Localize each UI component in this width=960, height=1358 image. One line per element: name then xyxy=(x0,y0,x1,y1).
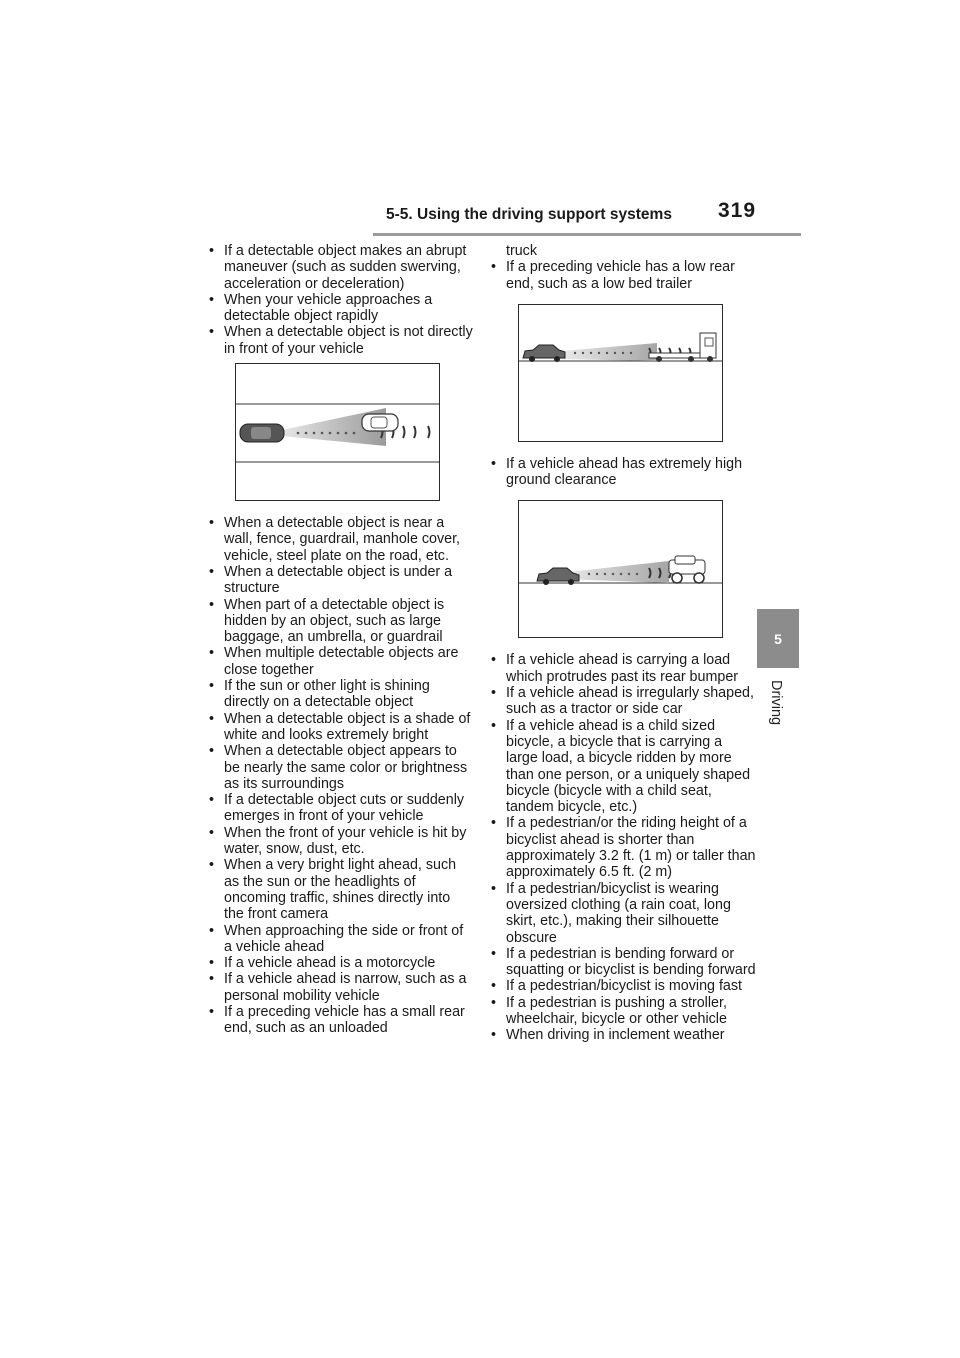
list-item: • If a detectable object cuts or suddenly emerges in front of your vehicle xyxy=(202,792,474,825)
list-item: • If a vehicle ahead is irregularly shaped, such as a tractor or side car xyxy=(484,685,756,718)
list-item: • If a preceding vehicle has a low rear end, such as a low bed trailer xyxy=(484,259,756,292)
illustration-offset-vehicle xyxy=(236,364,439,500)
list-item: • When a detectable object appears to be nearly the same color or brightness as its surroundings xyxy=(202,743,474,792)
header-rule xyxy=(373,233,801,236)
chapter-label: Driving xyxy=(768,680,784,726)
bullet-list xyxy=(202,243,474,357)
list-item: • If a detectable object makes an abrupt maneuver (such as sudden swerving, acceleration or deceleration) xyxy=(202,243,474,292)
bullet-list xyxy=(484,243,756,292)
own-vehicle-icon xyxy=(240,424,284,442)
page-number: 319 xyxy=(718,199,757,222)
own-vehicle-icon xyxy=(523,345,565,362)
list-item: • When driving in inclement weather xyxy=(484,1027,756,1043)
bullet-list xyxy=(202,515,474,1037)
list-item: • When the front of your vehicle is hit by water, snow, dust, etc. xyxy=(202,825,474,858)
chapter-number: 5 xyxy=(774,630,782,647)
own-vehicle-icon xyxy=(537,568,579,585)
low-bed-trailer-icon xyxy=(649,333,716,362)
list-item: • When a detectable object is near a wall, fence, guardrail, manhole cover, vehicle, steel plate on the road, etc. xyxy=(202,515,474,564)
list-item: • When approaching the side or front of a vehicle ahead xyxy=(202,923,474,956)
list-item: • When a detectable object is not directly in front of your vehicle xyxy=(202,324,474,357)
list-item: • If a pedestrian/bicyclist is wearing oversized clothing (a rain coat, long skirt, etc.), making their silhouette obscure xyxy=(484,881,756,946)
list-item: • When multiple detectable objects are close together xyxy=(202,645,474,678)
figure-object-not-in-front xyxy=(235,363,440,501)
left-column xyxy=(202,243,474,1037)
list-item: • If a vehicle ahead is narrow, such as a personal mobility vehicle xyxy=(202,971,474,1004)
figure-high-ground-clearance xyxy=(518,500,723,638)
list-item: • If a pedestrian/or the riding height of a bicyclist ahead is shorter than approximately 3.2 ft. (1 m) or taller than approximately 6.5 ft. (2 m) xyxy=(484,815,756,880)
list-item: • When a detectable object is a shade of white and looks extremely bright xyxy=(202,711,474,744)
list-item: • If a preceding vehicle has a small rear end, such as an unloaded xyxy=(202,1004,474,1037)
illustration-high-clearance-vehicle xyxy=(519,501,722,637)
list-item: • If a vehicle ahead is a child sized bicycle, a bicycle that is carrying a large load, a bicycle ridden by more than one person, or a uniquely shaped bicycle (bicycle with a child seat, tandem bicycle, etc.) xyxy=(484,718,756,816)
list-item: • When a very bright light ahead, such as the sun or the headlights of oncoming traffic, shines directly into the front camera xyxy=(202,857,474,922)
right-column xyxy=(484,243,756,1044)
list-item: • When part of a detectable object is hidden by an object, such as large baggage, an umbrella, or guardrail xyxy=(202,597,474,646)
list-item: • When your vehicle approaches a detectable object rapidly xyxy=(202,292,474,325)
detectable-vehicle-icon xyxy=(362,414,398,431)
list-item: • If a vehicle ahead is a motorcycle xyxy=(202,955,474,971)
high-clearance-vehicle-icon xyxy=(669,556,705,583)
illustration-low-rear-end xyxy=(519,305,722,441)
figure-low-bed-trailer xyxy=(518,304,723,442)
list-item: • If a vehicle ahead has extremely high ground clearance xyxy=(484,456,756,489)
list-item: • If a pedestrian is pushing a stroller, wheelchair, bicycle or other vehicle xyxy=(484,995,756,1028)
list-item: • If a vehicle ahead is carrying a load which protrudes past its rear bumper xyxy=(484,652,756,685)
list-item: • If a pedestrian/bicyclist is moving fast xyxy=(484,978,756,994)
bullet-list xyxy=(484,456,756,489)
bullet-list xyxy=(484,652,756,1043)
list-item: • When a detectable object is under a structure xyxy=(202,564,474,597)
list-item: • If a pedestrian is bending forward or squatting or bicyclist is bending forward xyxy=(484,946,756,979)
section-title: 5-5. Using the driving support systems xyxy=(386,206,672,223)
chapter-tab xyxy=(757,609,799,668)
list-item: • If the sun or other light is shining directly on a detectable object xyxy=(202,678,474,711)
list-item-continuation: truck xyxy=(506,243,537,259)
